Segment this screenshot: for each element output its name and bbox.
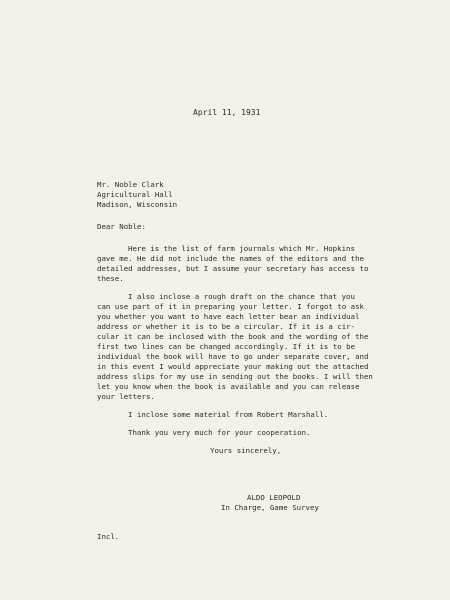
paragraph4: Thank you very much for your cooperation. — [128, 428, 311, 437]
paragraph2-line-3: you whether you want to have each letter bear an individual — [97, 312, 360, 321]
recipient-line-3: Madison, Wisconsin — [97, 200, 178, 209]
paragraph2-line-7: individual the book will have to go under separate cover, and — [97, 352, 369, 361]
paragraph2-line-5: cular it can be inclosed with the book and the wording of the — [97, 332, 369, 341]
closing: Yours sincerely, — [210, 446, 282, 455]
paragraph2-line-6: first two lines can be changed accordingly. If it is to be — [97, 342, 356, 351]
paragraph1-line-2: gave me. He did not include the names of the editors and the — [97, 254, 364, 263]
salutation: Dear Noble: — [97, 222, 146, 231]
enclosure-note: Incl. — [97, 532, 120, 541]
paragraph2-line-4: address or whether it is to be a circular. If it is a cir- — [97, 322, 356, 331]
paragraph2-line-8: in this event I would appreciate your making out the attached — [97, 362, 369, 371]
paragraph1-line-1: Here is the list of farm journals which Mr. Hopkins — [128, 244, 355, 253]
paragraph2-line-1: I also inclose a rough draft on the chance that you — [128, 292, 355, 301]
paragraph1-line-4: these. — [97, 274, 124, 283]
letter-date: April 11, 1931 — [193, 108, 261, 117]
paragraph2-line-9: address slips for my use in sending out the books. I will then — [97, 372, 373, 381]
paragraph2-line-2: can use part of it in preparing your letter. I forgot to ask — [97, 302, 364, 311]
recipient-line-1: Mr. Noble Clark — [97, 180, 164, 189]
signature-name: ALDO LEOPOLD — [247, 493, 301, 502]
paragraph2-line-11: your letters. — [97, 392, 155, 401]
paragraph3: I inclose some material from Robert Marshall. — [128, 410, 329, 419]
signature-title: In Charge, Game Survey — [221, 503, 319, 512]
recipient-line-2: Agricultural Hall — [97, 190, 173, 199]
paragraph2-line-10: let you know when the book is available and you can release — [97, 382, 360, 391]
paragraph1-line-3: detailed addresses, but I assume your secretary has access to — [97, 264, 369, 273]
